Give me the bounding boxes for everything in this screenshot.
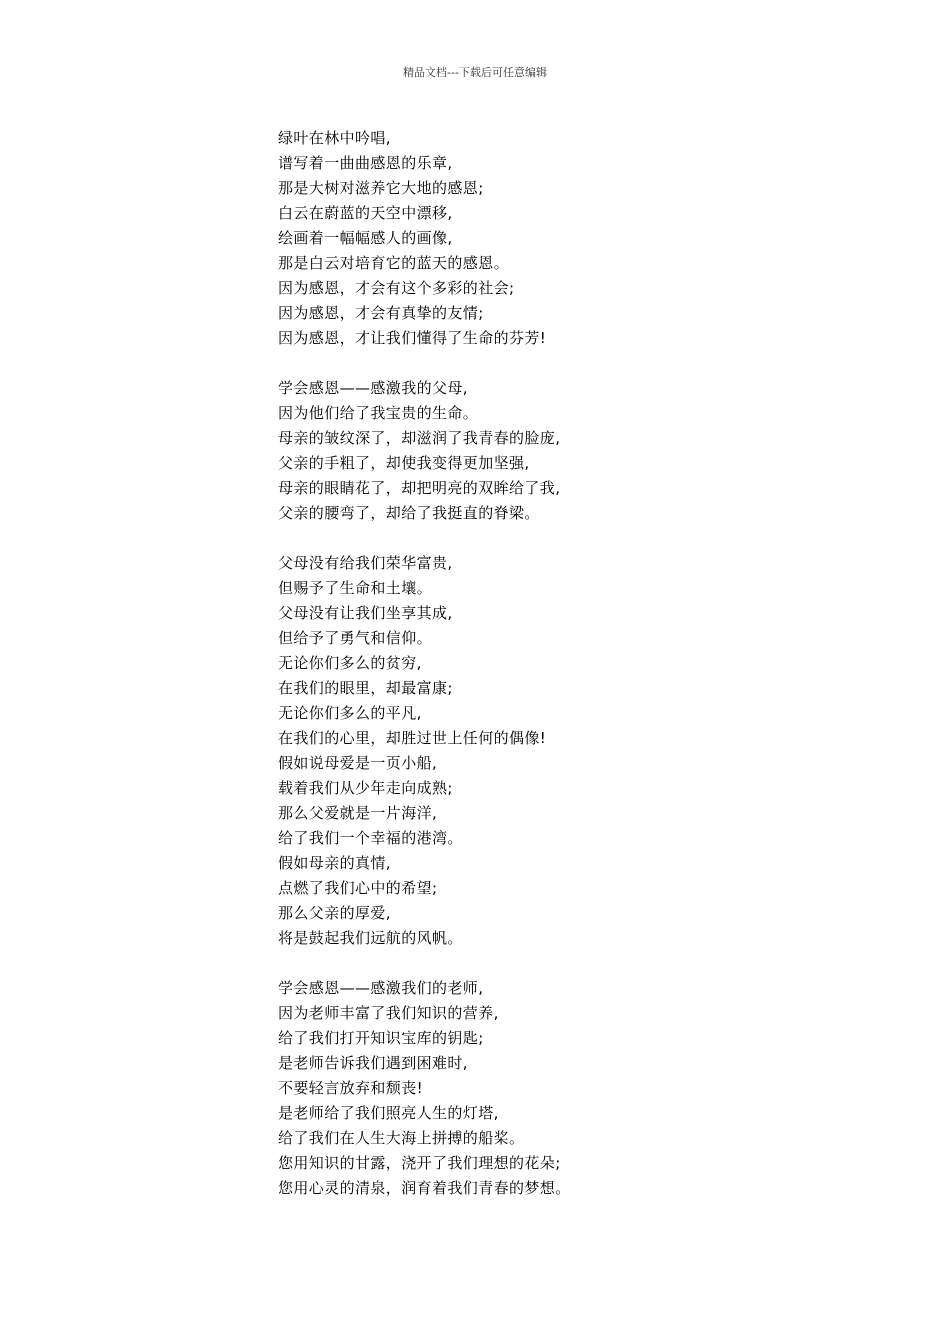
poem-line: 父母没有给我们荣华富贵,: [278, 554, 453, 572]
poem-line: 绿叶在林中吟唱,: [278, 129, 391, 147]
poem-line: 母亲的皱纹深了，却滋润了我青春的脸庞,: [278, 429, 561, 447]
poem-line: 假如母亲的真情,: [278, 854, 391, 872]
poem-line: 您用知识的甘露，浇开了我们理想的花朵;: [278, 1154, 561, 1172]
poem-line: 父母没有让我们坐享其成,: [278, 604, 453, 622]
poem-line: 父亲的腰弯了，却给了我挺直的脊梁。: [278, 504, 540, 522]
poem-line: 在我们的眼里，却最富康;: [278, 679, 453, 697]
poem-line: 母亲的眼睛花了，却把明亮的双眸给了我,: [278, 479, 561, 497]
poem-line: 因为老师丰富了我们知识的营养,: [278, 1004, 499, 1022]
stanza-1: [278, 126, 678, 351]
stanza-2: [278, 376, 678, 526]
page-header: 精品文档---下载后可任意编辑: [403, 66, 547, 79]
poem-line: 是老师告诉我们遇到困难时,: [278, 1054, 468, 1072]
poem-line: 那是白云对培育它的蓝天的感恩。: [278, 254, 510, 272]
poem-line: 在我们的心里，却胜过世上任何的偶像!: [278, 729, 547, 747]
stanza-4: [278, 976, 678, 1201]
poem-line: 学会感恩——感激我的父母,: [278, 379, 468, 397]
poem-line: 那是大树对滋养它大地的感恩;: [278, 179, 484, 197]
poem-line: 白云在蔚蓝的天空中漂移,: [278, 204, 453, 222]
poem-line: 那么父爱就是一片海洋,: [278, 804, 438, 822]
poem-line: 因为感恩，才让我们懂得了生命的芬芳!: [278, 329, 547, 347]
poem-line: 您用心灵的清泉，润育着我们青春的梦想。: [278, 1179, 571, 1197]
poem-line: 父亲的手粗了，却使我变得更加坚强,: [278, 454, 530, 472]
poem-line: 但给予了勇气和信仰。: [278, 629, 433, 647]
poem-line: 但赐予了生命和土壤。: [278, 579, 433, 597]
poem-line: 不要轻言放弃和颓丧!: [278, 1079, 424, 1097]
poem-line: 载着我们从少年走向成熟;: [278, 779, 453, 797]
poem-line: 给了我们一个幸福的港湾。: [278, 829, 463, 847]
poem-line: 学会感恩——感激我们的老师,: [278, 979, 484, 997]
poem-line: 谱写着一曲曲感恩的乐章,: [278, 154, 453, 172]
poem-line: 将是鼓起我们远航的风帆。: [278, 929, 463, 947]
poem-line: 因为他们给了我宝贵的生命。: [278, 404, 479, 422]
poem-line: 因为感恩，才会有这个多彩的社会;: [278, 279, 515, 297]
poem-line: 绘画着一幅幅感人的画像,: [278, 229, 453, 247]
poem-line: 无论你们多么的平凡,: [278, 704, 422, 722]
poem-line: 那么父亲的厚爱,: [278, 904, 391, 922]
stanza-3: [278, 551, 678, 951]
poem-line: 给了我们打开知识宝库的钥匙;: [278, 1029, 484, 1047]
poem-line: 点燃了我们心中的希望;: [278, 879, 438, 897]
poem-line: 是老师给了我们照亮人生的灯塔,: [278, 1104, 499, 1122]
poem-line: 假如说母爱是一页小船,: [278, 754, 438, 772]
poem-line: 因为感恩，才会有真挚的友情;: [278, 304, 484, 322]
poem-line: 给了我们在人生大海上拼搏的船桨。: [278, 1129, 525, 1147]
poem-body: [278, 126, 678, 1226]
poem-line: 无论你们多么的贫穷,: [278, 654, 422, 672]
